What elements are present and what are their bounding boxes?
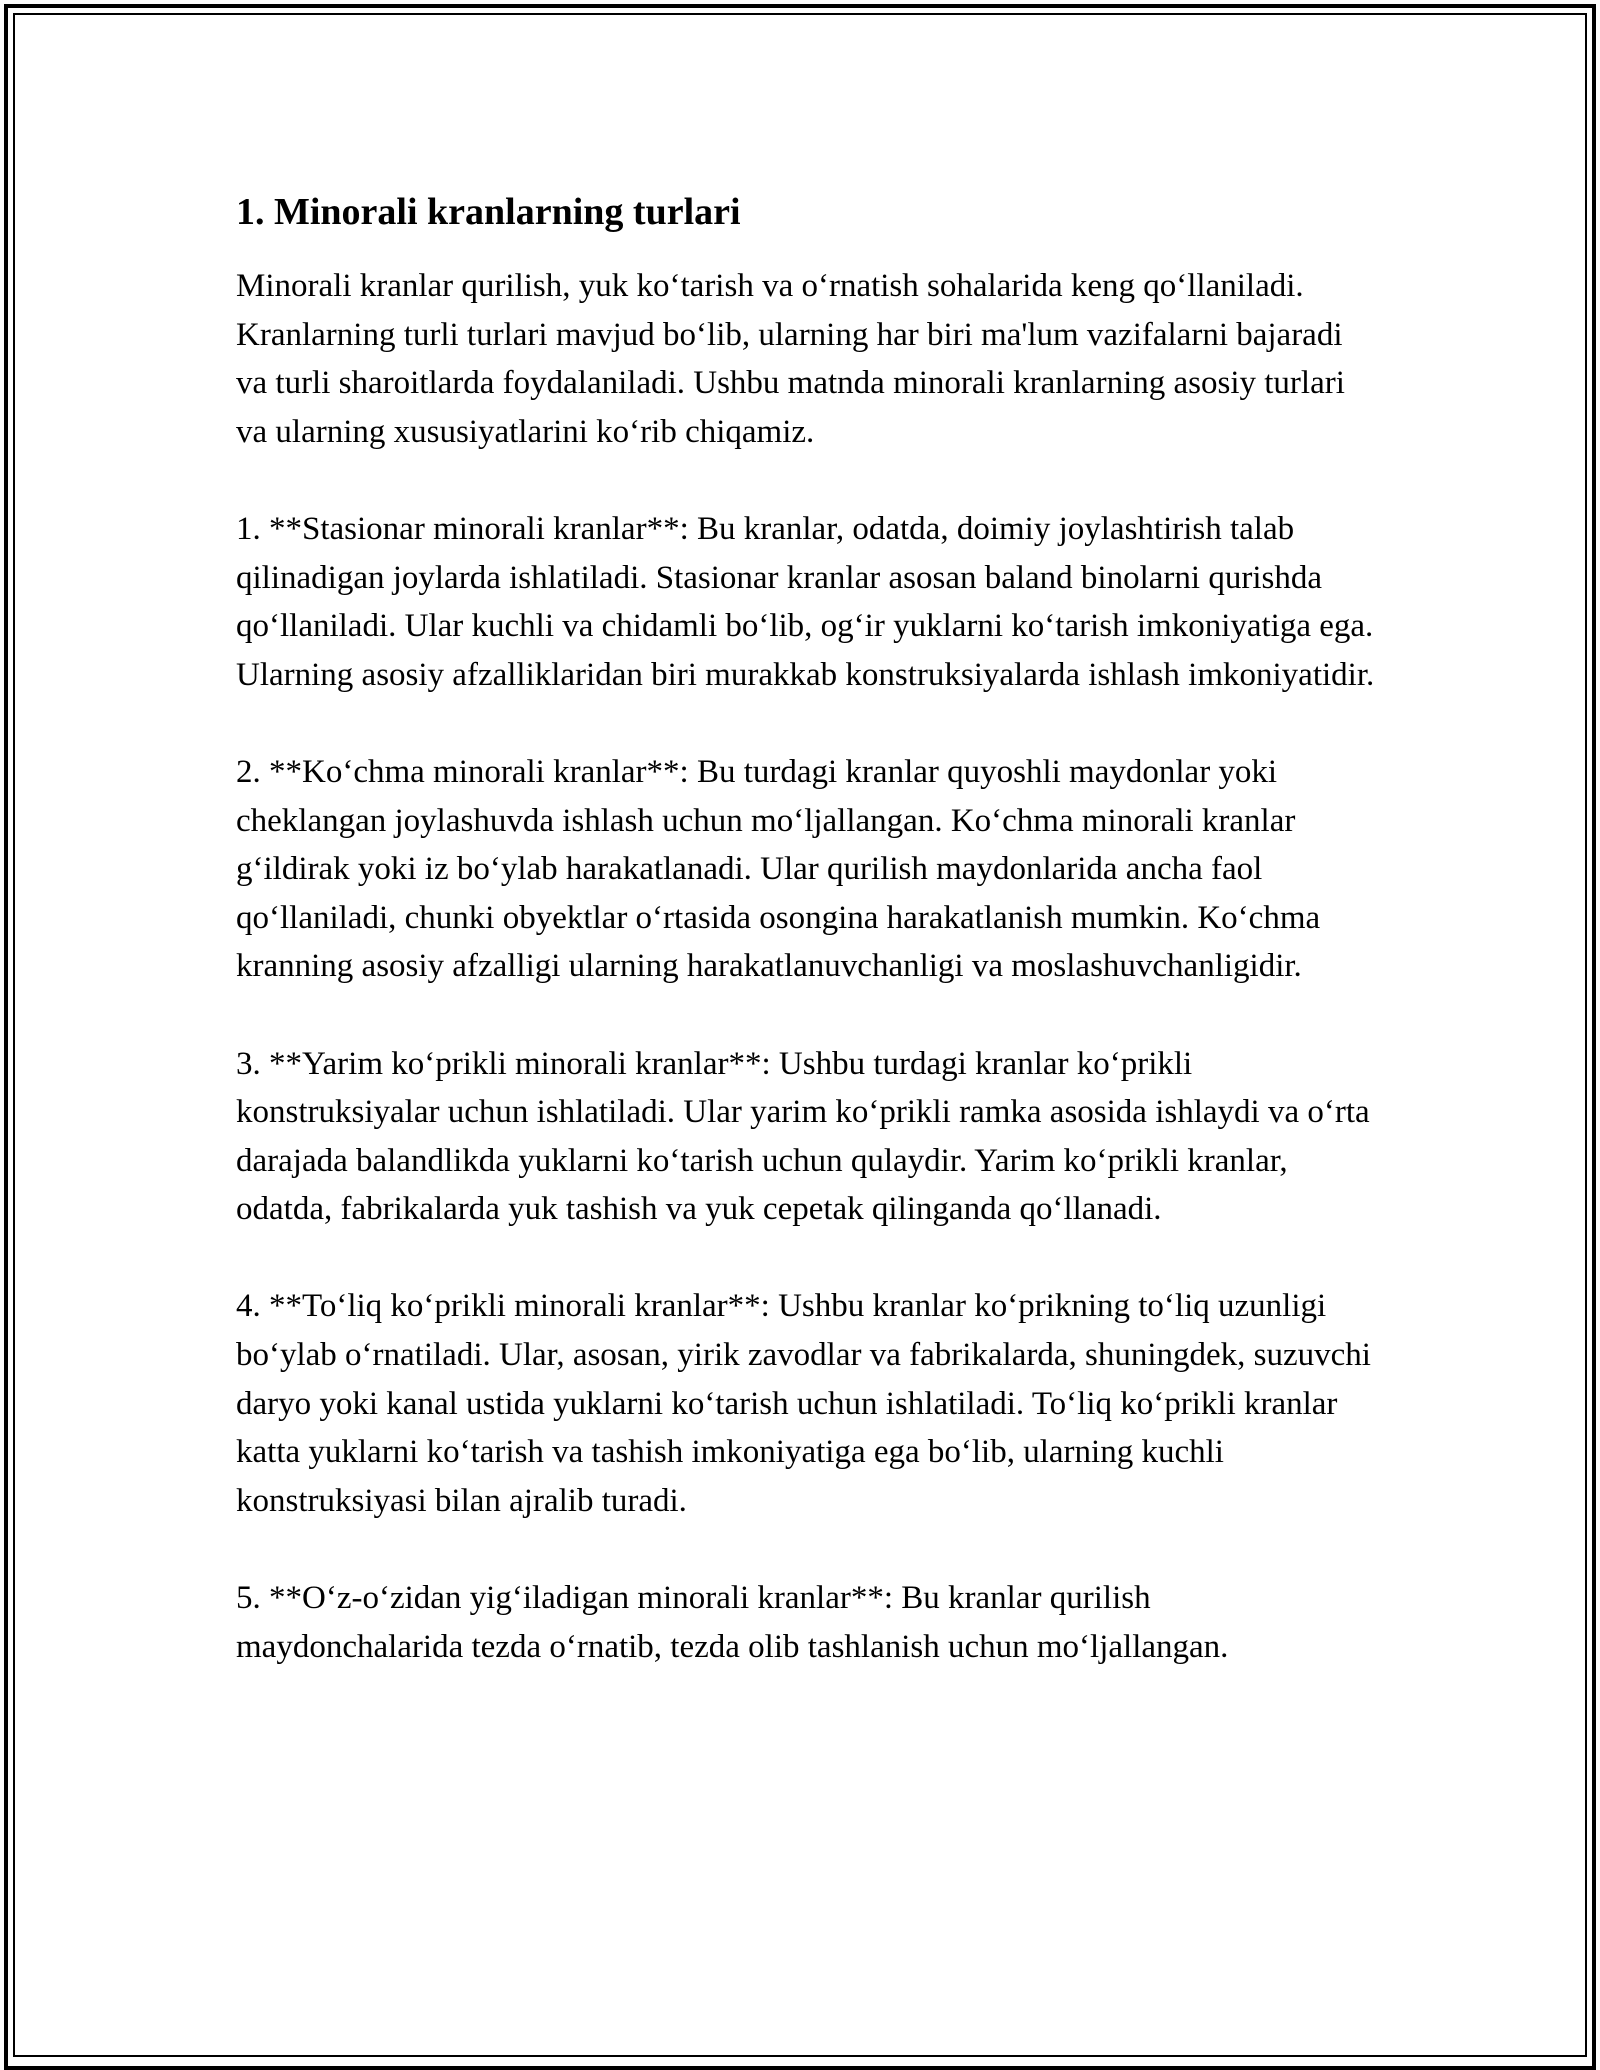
- paragraph-mobile-cranes: 2. **Ko‘chma minorali kranlar**: Bu turdagi kranlar quyoshli maydonlar yoki cheklangan joylashuvda ishlash uchun mo‘ljallangan. Ko‘chma minorali kranlar g‘ildirak yoki iz bo‘ylab harakatlanadi. Ular qurilish maydonlarida ancha faol qo‘llaniladi, chunki obyektlar o‘rtasida osongina harakatlanish mumkin. Ko‘chma kranning asosiy afzalligi ularning harakatlanuvchanligi va moslashuvchanligidir.: [236, 753, 1321, 985]
- paragraph-self-erecting-cranes: 5. **O‘z-o‘zidan yig‘iladigan minorali kranlar**: Bu kranlar qurilish maydonchalarida tezda o‘rnatib, tezda olib tashlanish uchun mo‘ljallangan.: [236, 1580, 1229, 1665]
- paragraph-stationary-cranes: 1. **Stasionar minorali kranlar**: Bu kranlar, odatda, doimiy joylashtirish talab qilinadigan joylarda ishlatiladi. Stasionar kranlar asosan baland binolarni qurishda qo‘llaniladi. Ular kuchli va chidamli bo‘lib, og‘ir yuklarni ko‘tarish imkoniyatiga ega. Ularning asosiy afzalliklaridan biri murakkab konstruksiyalarda ishlash imkoniyatidir.: [236, 510, 1375, 693]
- paragraph-semi-bridge-cranes: 3. **Yarim ko‘prikli minorali kranlar**: Ushbu turdagi kranlar ko‘prikli konstruksiyalar uchun ishlatiladi. Ular yarim ko‘prikli ramka asosida ishlaydi va o‘rta darajada balandlikda yuklarni ko‘tarish uchun qulaydir. Yarim ko‘prikli kranlar, odatda, fabrikalarda yuk tashish va yuk cepetak qilinganda qo‘llanadi.: [236, 1045, 1370, 1228]
- paragraph-full-bridge-cranes: 4. **To‘liq ko‘prikli minorali kranlar**: Ushbu kranlar ko‘prikning to‘liq uzunligi bo‘ylab o‘rnatiladi. Ular, asosan, yirik zavodlar va fabrikalarda, shuningdek, suzuvchi daryo yoki kanal ustida yuklarni ko‘tarish uchun ishlatiladi. To‘liq ko‘prikli kranlar katta yuklarni ko‘tarish va tashish imkoniyatiga ega bo‘lib, ularning kuchli konstruksiyasi bilan ajralib turadi.: [236, 1288, 1371, 1519]
- document-body: [236, 186, 1376, 1671]
- section-heading: 1. Minorali kranlarning turlari: [236, 191, 741, 233]
- intro-paragraph: Minorali kranlar qurilish, yuk ko‘tarish va o‘rnatish sohalarida keng qo‘llaniladi. Kranlarning turli turlari mavjud bo‘lib, ularning har biri ma'lum vazifalarni bajaradi va turli sharoitlarda foydalaniladi. Ushbu matnda minorali kranlarning asosiy turlari va ularning xususiyatlarini ko‘rib chiqamiz.: [236, 268, 1345, 450]
